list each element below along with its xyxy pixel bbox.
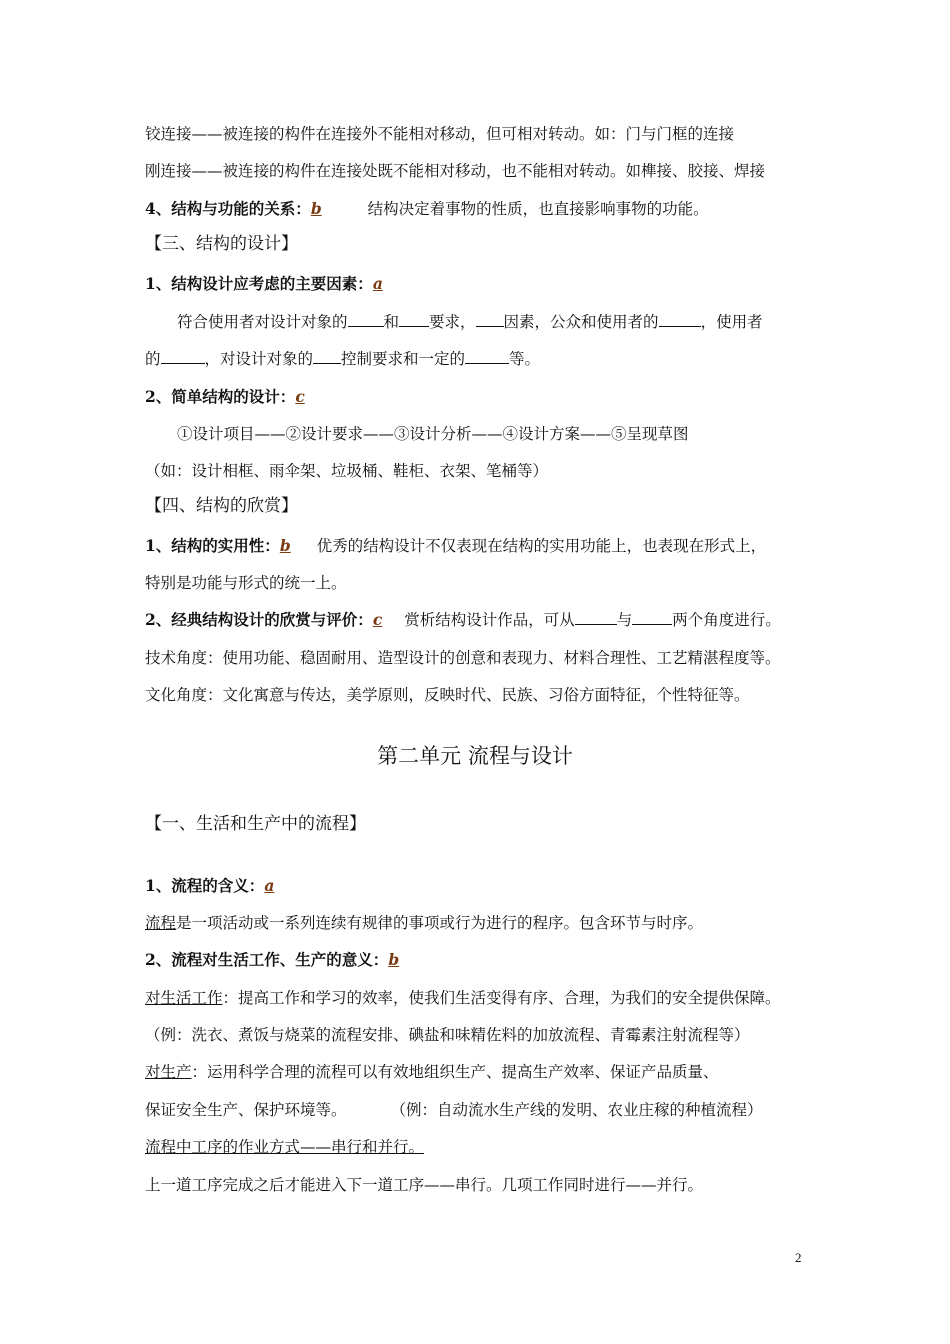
item-text: 赏析结构设计作品，可从	[404, 611, 575, 629]
fill-blank	[313, 348, 341, 364]
level-tag: a	[372, 274, 383, 293]
fill-text: 和	[383, 313, 400, 331]
fill-blank	[161, 348, 205, 364]
life-example-line: （例：洗衣、煮饭与烧菜的流程安排、碘盐和味精佐料的加放流程、青霉素注射流程等）	[145, 1026, 750, 1044]
item-number: 1	[145, 274, 156, 293]
fill-text: 的	[145, 350, 161, 368]
level-tag: a	[264, 876, 275, 895]
item-text: 结构决定着事物的性质，也直接影响事物的功能。	[367, 200, 709, 218]
item-text: 两个角度进行。	[672, 611, 781, 629]
level-tag: b	[279, 536, 291, 555]
fill-blank	[399, 311, 429, 327]
page-number: 2	[795, 1250, 802, 1265]
item-text: （例：自动流水生产线的发明、农业庄稼的种植流程）	[390, 1101, 763, 1119]
fill-text: ，使用者	[700, 313, 763, 331]
item-number: 1	[145, 536, 156, 555]
item-title: 、经典结构设计的欣赏与评价：	[155, 610, 373, 629]
fill-blank	[465, 348, 509, 364]
fill-blank	[476, 311, 504, 327]
level-tag: b	[310, 199, 322, 218]
term: 对生活工作	[145, 989, 223, 1007]
item-text: ：运用科学合理的流程可以有效地组织生产、提高生产效率、保证产品质量、	[191, 1063, 719, 1081]
fill-text: 控制要求和一定的	[341, 350, 466, 368]
item-text: 优秀的结构设计不仅表现在结构的实用功能上，也表现在形式上，	[316, 537, 767, 555]
design-factors-fill-line-2	[145, 348, 540, 370]
item-title: 、结构与功能的关系：	[155, 199, 311, 218]
technical-angle-line: 技术角度：使用功能、稳固耐用、造型设计的创意和表现力、材料合理性、工艺精湛程度等。	[145, 649, 781, 667]
item-number: 2	[145, 610, 156, 629]
fill-blank	[632, 609, 672, 625]
practicality-continuation: 特别是功能与形式的统一上。	[145, 574, 347, 592]
term: 流程	[145, 914, 177, 932]
item-text: ：提高工作和学习的效率，使我们生活变得有序、合理，为我们的安全提供保障。	[222, 989, 781, 1007]
simple-design-title	[145, 386, 305, 408]
item-title: 、流程对生活工作、生产的意义：	[155, 950, 389, 969]
level-tag: c	[372, 610, 383, 629]
item-title: 、结构设计应考虑的主要因素：	[155, 274, 373, 293]
section-heading-appreciation: 【四、结构的欣赏】	[145, 496, 298, 516]
item-number: 4	[145, 199, 156, 218]
item-number: 2	[145, 950, 156, 969]
design-examples-line: （如：设计相框、雨伞架、垃圾桶、鞋柜、衣架、笔桶等）	[145, 462, 549, 480]
work-mode-line: 流程中工序的作业方式——串行和并行。	[145, 1138, 425, 1156]
life-work-line	[145, 987, 781, 1009]
structure-function-line	[145, 198, 709, 220]
process-meaning-title	[145, 875, 274, 897]
unit-heading: 第二单元 流程与设计	[377, 744, 573, 768]
production-continuation	[145, 1099, 763, 1121]
production-line	[145, 1061, 719, 1083]
fill-text: 因素，公众和使用者的	[503, 313, 659, 331]
item-number: 1	[145, 876, 156, 895]
term: 对生产	[145, 1063, 192, 1081]
section-heading-design: 【三、结构的设计】	[145, 234, 298, 254]
process-definition-line	[145, 912, 703, 934]
serial-parallel-line: 上一道工序完成之后才能进入下一道工序——串行。几项工作同时进行——并行。	[145, 1176, 704, 1194]
practicality-line	[145, 535, 766, 557]
design-steps-line: ①设计项目——②设计要求——③设计分析——④设计方案——⑤呈现草图	[177, 425, 689, 443]
item-number: 2	[145, 387, 156, 406]
design-factors-title	[145, 273, 383, 295]
item-title: 、流程的含义：	[155, 876, 265, 895]
level-tag: c	[295, 387, 305, 406]
fill-text: 等。	[509, 350, 541, 368]
rigid-joint-line: 刚连接——被连接的构件在连接处既不能相对移动，也不能相对转动。如榫接、胶接、焊接	[145, 162, 766, 180]
design-factors-fill-line-1	[177, 311, 763, 333]
item-title: 、简单结构的设计：	[155, 387, 296, 406]
item-text: 是一项活动或一系列连续有规律的事项或行为进行的程序。包含环节与时序。	[176, 914, 704, 932]
cultural-angle-line: 文化角度：文化寓意与传达，美学原则，反映时代、民族、习俗方面特征，个性特征等。	[145, 686, 750, 704]
section-heading-process: 【一、生活和生产中的流程】	[145, 814, 366, 834]
fill-blank	[659, 311, 701, 327]
item-text: 与	[616, 611, 633, 629]
level-tag: b	[388, 950, 400, 969]
fill-blank	[348, 311, 384, 327]
item-title: 、结构的实用性：	[155, 536, 280, 555]
fill-text: ，对设计对象的	[204, 350, 314, 368]
fill-blank	[575, 609, 617, 625]
item-text: 保证安全生产、保护环境等。	[145, 1101, 347, 1119]
hinge-joint-line: 铰连接——被连接的构件在连接外不能相对移动，但可相对转动。如：门与门框的连接	[145, 125, 735, 143]
evaluation-line	[145, 609, 781, 631]
fill-text: 要求，	[429, 313, 476, 331]
process-significance-title	[145, 949, 399, 971]
fill-text: 符合使用者对设计对象的	[177, 313, 348, 331]
